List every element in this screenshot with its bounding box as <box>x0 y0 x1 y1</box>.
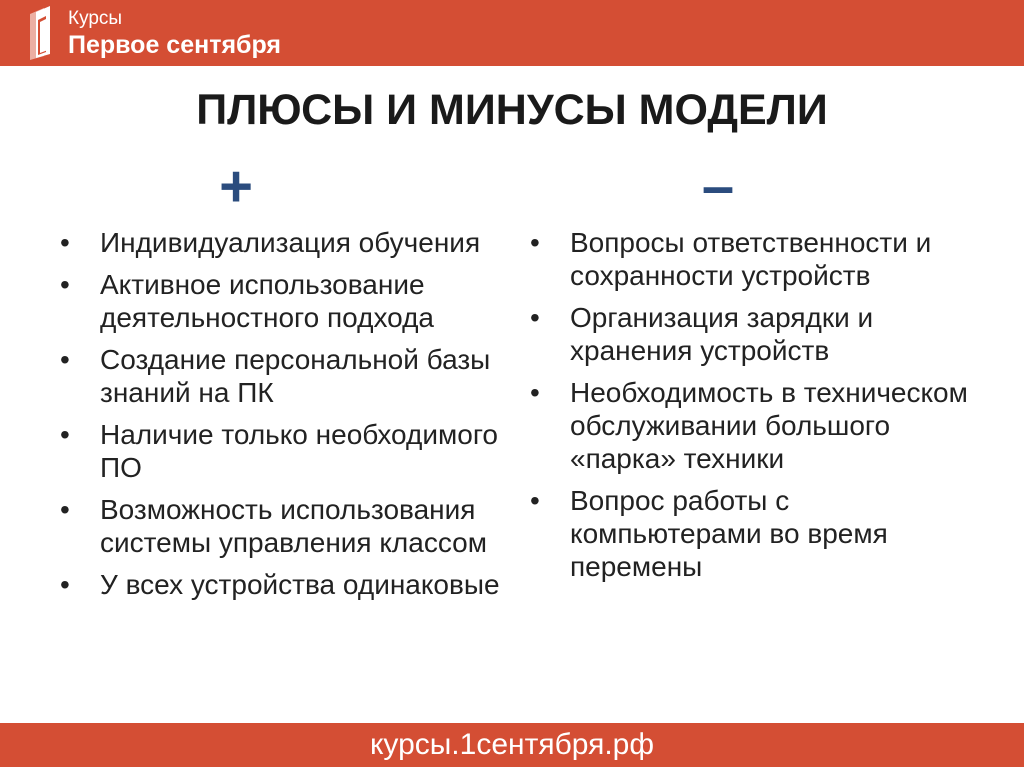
pros-item-text: Активное использование деятельностного подхода <box>100 269 435 333</box>
header-bar <box>0 0 1024 66</box>
bullet-icon: • <box>60 494 70 525</box>
cons-item-text: Вопросы ответственности и сохранности устройств <box>570 227 932 291</box>
cons-item <box>530 484 970 583</box>
pros-item <box>60 568 500 601</box>
plus-sign: + <box>219 154 253 219</box>
bullet-icon: • <box>60 344 70 375</box>
pros-item-text: Наличие только необходимого ПО <box>100 419 498 483</box>
pros-item <box>60 226 500 259</box>
bullet-icon: • <box>530 377 540 408</box>
pros-list <box>60 226 500 610</box>
pros-item <box>60 268 500 334</box>
book-one-icon <box>24 6 60 60</box>
cons-item-text: Необходимость в техническом обслуживании большого «парка» техники <box>570 377 968 474</box>
pros-item <box>60 418 500 484</box>
bullet-icon: • <box>530 227 540 258</box>
cons-item <box>530 376 970 475</box>
bullet-icon: • <box>60 227 70 258</box>
bullet-icon: • <box>60 269 70 300</box>
minus-sign: – <box>701 154 735 219</box>
bullet-icon: • <box>60 569 70 600</box>
pros-item <box>60 493 500 559</box>
bullet-icon: • <box>60 419 70 450</box>
bullet-icon: • <box>530 302 540 333</box>
footer-bar <box>0 723 1024 767</box>
pros-item <box>60 343 500 409</box>
slide-title: ПЛЮСЫ И МИНУСЫ МОДЕЛИ <box>196 86 828 134</box>
logo-caption: Курсы <box>68 8 123 29</box>
bullet-icon: • <box>530 485 540 516</box>
cons-item <box>530 226 970 292</box>
logo-name: Первое сентября <box>68 31 282 59</box>
cons-item-text: Организация зарядки и хранения устройств <box>570 302 874 366</box>
cons-list <box>530 226 970 592</box>
logo[interactable] <box>24 6 284 62</box>
footer-url[interactable]: курсы.1сентября.рф <box>369 728 655 761</box>
pros-item-text: Создание персональной базы знаний на ПК <box>100 344 491 408</box>
pros-item-text: Возможность использования системы управления классом <box>100 494 487 558</box>
cons-item-text: Вопрос работы с компьютерами во время перемены <box>570 485 888 582</box>
pros-item-text: У всех устройства одинаковые <box>100 569 500 600</box>
pros-item-text: Индивидуализация обучения <box>100 227 481 258</box>
cons-item <box>530 301 970 367</box>
